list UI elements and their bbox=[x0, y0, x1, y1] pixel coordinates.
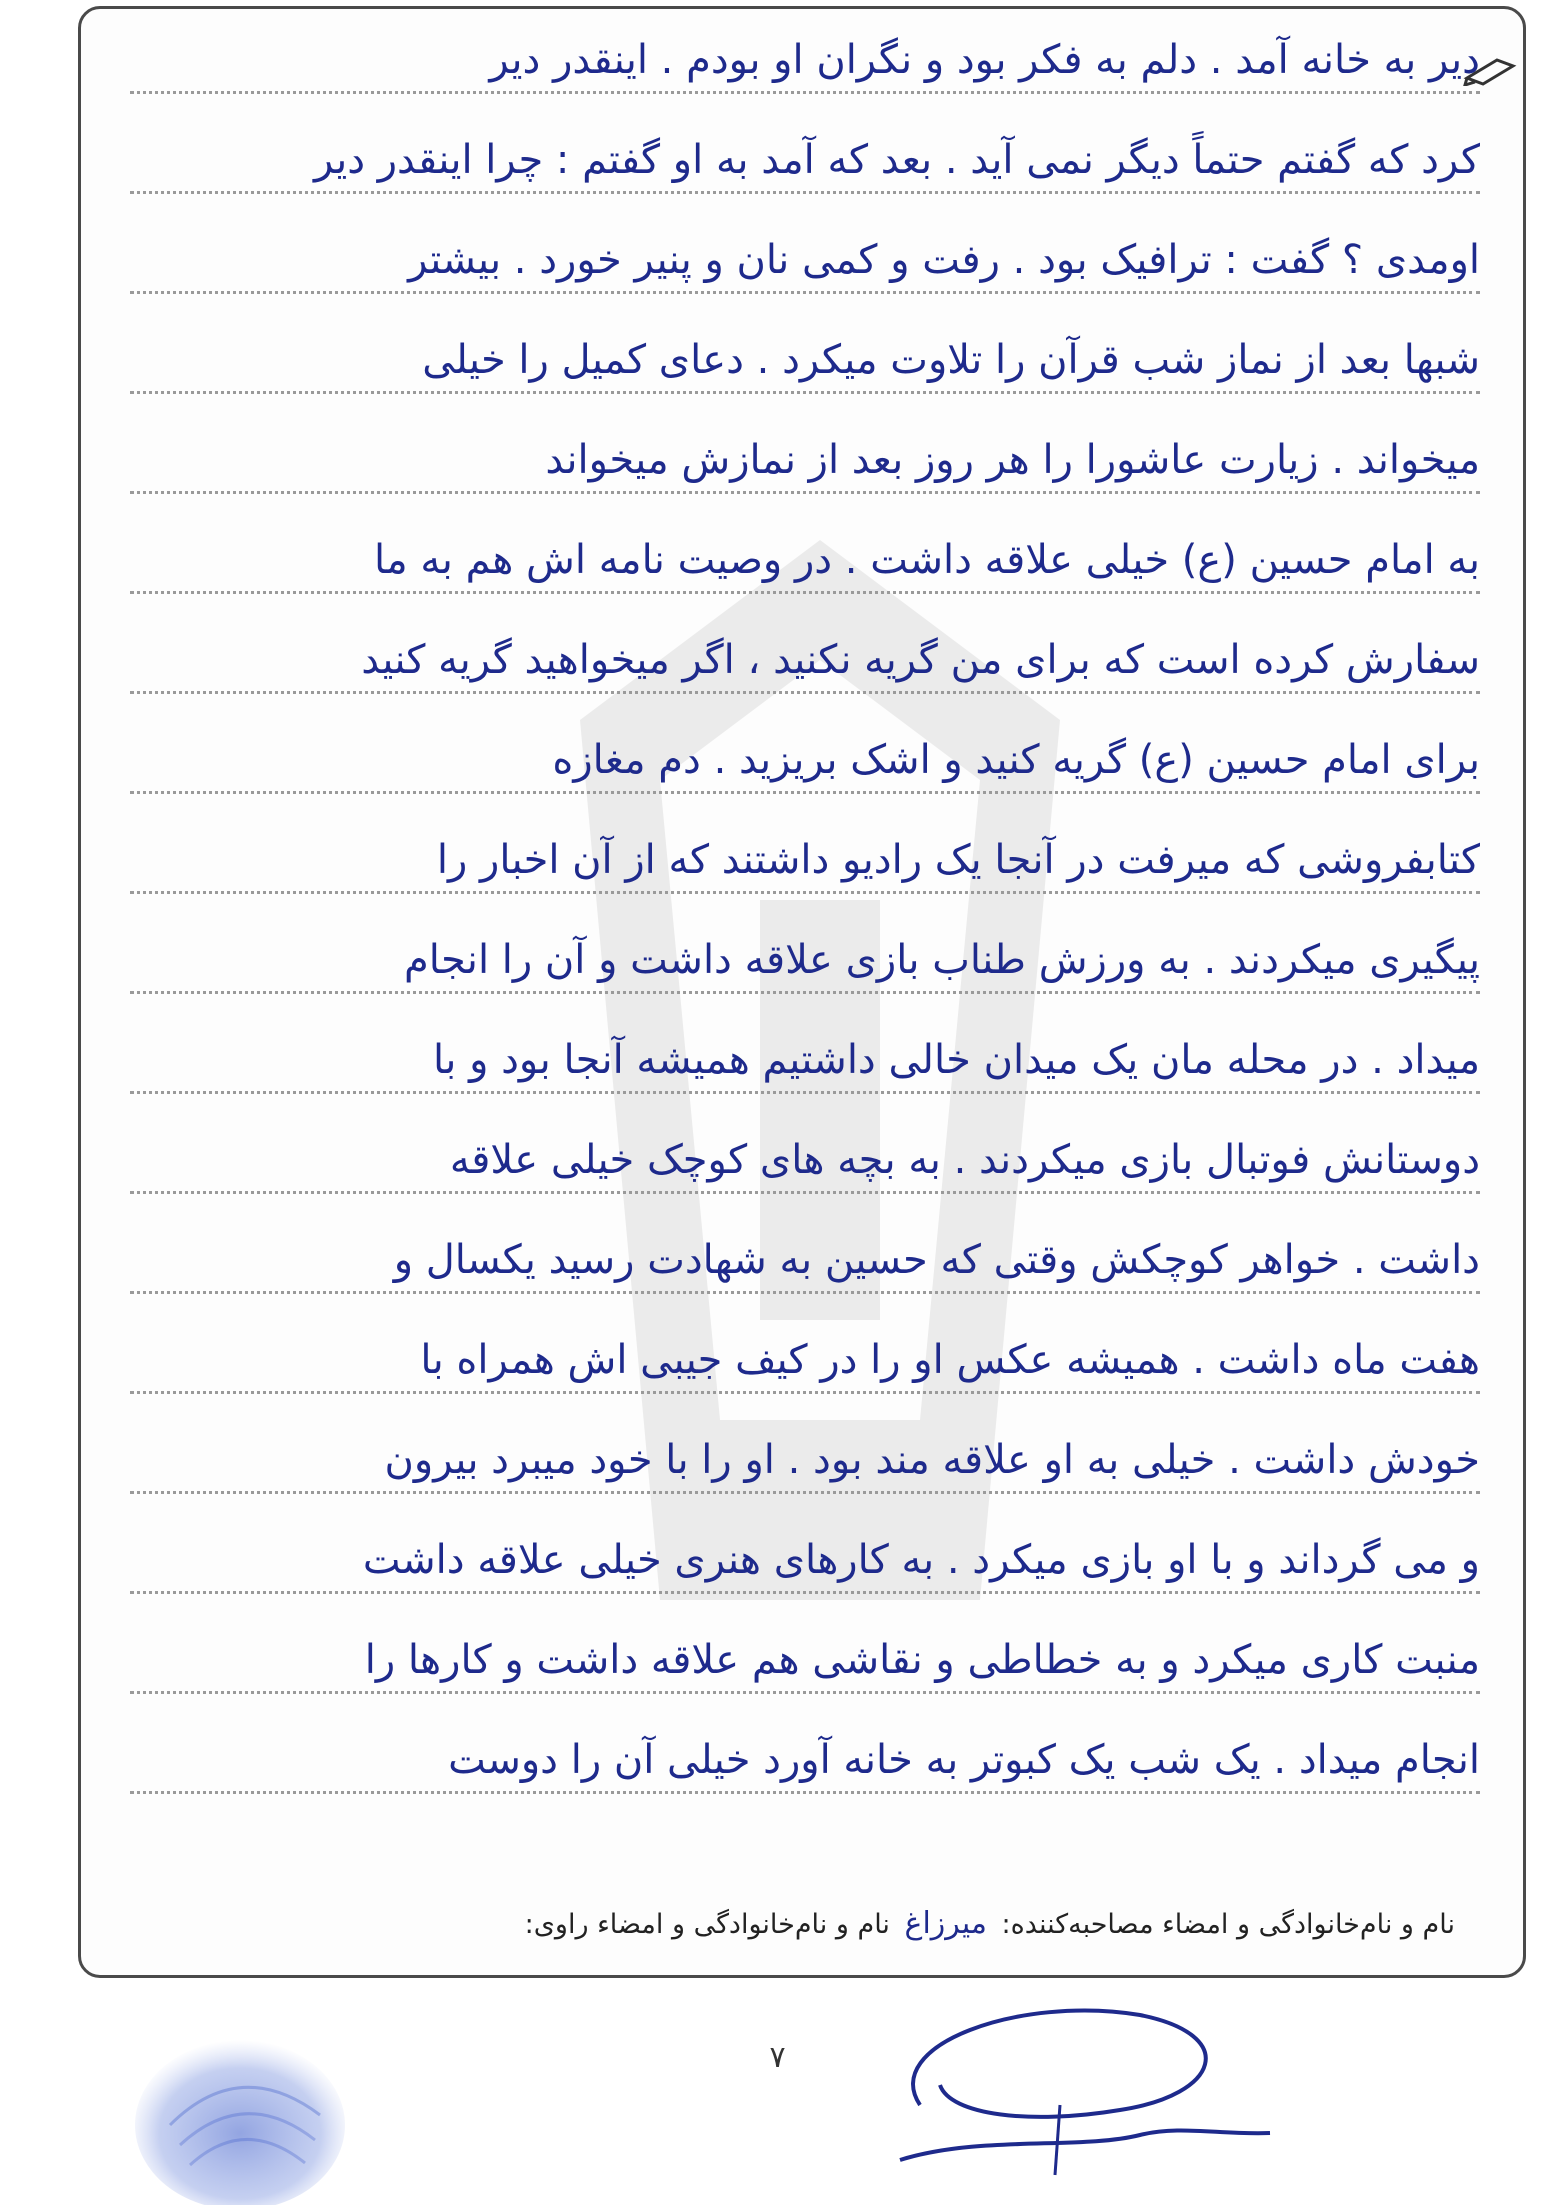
handwritten-line: دوستانش فوتبال بازی میکردند . به بچه های کوچک خیلی علاقه bbox=[449, 1137, 1480, 1183]
text-line bbox=[130, 218, 1480, 306]
dotted-rule bbox=[130, 491, 1480, 494]
handwritten-line: داشت . خواهر کوچکش وقتی که حسین به شهادت رسید یکسال و bbox=[393, 1237, 1480, 1283]
handwritten-line: انجام میداد . یک شب یک کبوتر به خانه آورد خیلی آن را دوست bbox=[448, 1737, 1480, 1783]
text-line bbox=[130, 118, 1480, 206]
text-line bbox=[130, 1318, 1480, 1406]
text-line bbox=[130, 1118, 1480, 1206]
handwritten-line: پیگیری میکردند . به ورزش طناب بازی علاقه داشت و آن را انجام bbox=[404, 937, 1480, 983]
handwritten-line: شبها بعد از نماز شب قرآن را تلاوت میکرد . دعای کمیل را خیلی bbox=[422, 337, 1480, 383]
text-line bbox=[130, 1718, 1480, 1806]
text-line bbox=[130, 918, 1480, 1006]
handwritten-line: برای امام حسین (ع) گریه کنید و اشک بریزید . دم مغازه bbox=[552, 737, 1480, 783]
dotted-rule bbox=[130, 291, 1480, 294]
dotted-rule bbox=[130, 691, 1480, 694]
handwritten-line: به امام حسین (ع) خیلی علاقه داشت . در وصیت نامه اش هم به ما bbox=[374, 537, 1480, 583]
text-line bbox=[130, 618, 1480, 706]
handwritten-line: و می گرداند و با او بازی میکرد . به کارهای هنری خیلی علاقه داشت bbox=[362, 1537, 1480, 1583]
text-line bbox=[130, 318, 1480, 406]
dotted-rule bbox=[130, 191, 1480, 194]
handwritten-line: هفت ماه داشت . همیشه عکس او را در کیف جیبی اش همراه با bbox=[420, 1337, 1480, 1383]
handwritten-line: اومدی ؟ گفت : ترافیک بود . رفت و کمی نان و پنیر خورد . بیشتر bbox=[408, 237, 1480, 283]
dotted-rule bbox=[130, 1291, 1480, 1294]
interviewer-signature: میرزاغ bbox=[904, 1906, 987, 1941]
handwritten-line: منبت کاری میکرد و به خطاطی و نقاشی هم علاقه داشت و کارها را bbox=[364, 1637, 1480, 1683]
text-line bbox=[130, 1218, 1480, 1306]
dotted-rule bbox=[130, 1791, 1480, 1794]
text-line bbox=[130, 1518, 1480, 1606]
handwritten-line: میخواند . زیارت عاشورا را هر روز بعد از نمازش میخواند bbox=[545, 437, 1480, 483]
text-line bbox=[130, 1618, 1480, 1706]
interviewer-label: نام و نام‌خانوادگی و امضاء مصاحبه‌کننده: bbox=[1001, 1909, 1455, 1940]
narrator-label: نام و نام‌خانوادگی و امضاء راوی: bbox=[524, 1909, 890, 1940]
text-line bbox=[130, 518, 1480, 606]
text-line bbox=[130, 718, 1480, 806]
text-line bbox=[130, 418, 1480, 506]
dotted-rule bbox=[130, 91, 1480, 94]
handwritten-line: کرد که گفتم حتماً دیگر نمی آید . بعد که آمد به او گفتم : چرا اینقدر دیر bbox=[314, 137, 1480, 183]
handwritten-line: میداد . در محله مان یک میدان خالی داشتیم همیشه آنجا بود و با bbox=[433, 1037, 1480, 1083]
handwritten-line: خودش داشت . خیلی به او علاقه مند بود . او را با خود میبرد بیرون bbox=[384, 1437, 1480, 1483]
dotted-rule bbox=[130, 891, 1480, 894]
dotted-rule bbox=[130, 791, 1480, 794]
dotted-rule bbox=[130, 391, 1480, 394]
dotted-rule bbox=[130, 1091, 1480, 1094]
dotted-rule bbox=[130, 1491, 1480, 1494]
page-number: ۷ bbox=[769, 2040, 786, 2075]
handwritten-line: دیر به خانه آمد . دلم به فکر بود و نگران او بودم . اینقدر دیر bbox=[489, 37, 1480, 83]
thumbprint-stamp bbox=[130, 2015, 390, 2205]
dotted-rule bbox=[130, 991, 1480, 994]
dotted-rule bbox=[130, 1391, 1480, 1394]
signature-mark bbox=[860, 1985, 1280, 2195]
text-line bbox=[130, 18, 1480, 106]
text-line bbox=[130, 1418, 1480, 1506]
text-line bbox=[130, 818, 1480, 906]
signature-footer bbox=[100, 1906, 1455, 1941]
dotted-rule bbox=[130, 1691, 1480, 1694]
text-line bbox=[130, 1018, 1480, 1106]
dotted-rule bbox=[130, 591, 1480, 594]
dotted-rule bbox=[130, 1191, 1480, 1194]
handwritten-line: کتابفروشی که میرفت در آنجا یک رادیو داشتند که از آن اخبار را bbox=[436, 837, 1480, 883]
dotted-rule bbox=[130, 1591, 1480, 1594]
handwritten-line: سفارش کرده است که برای من گریه نکنید ، اگر میخواهید گریه کنید bbox=[361, 637, 1480, 683]
